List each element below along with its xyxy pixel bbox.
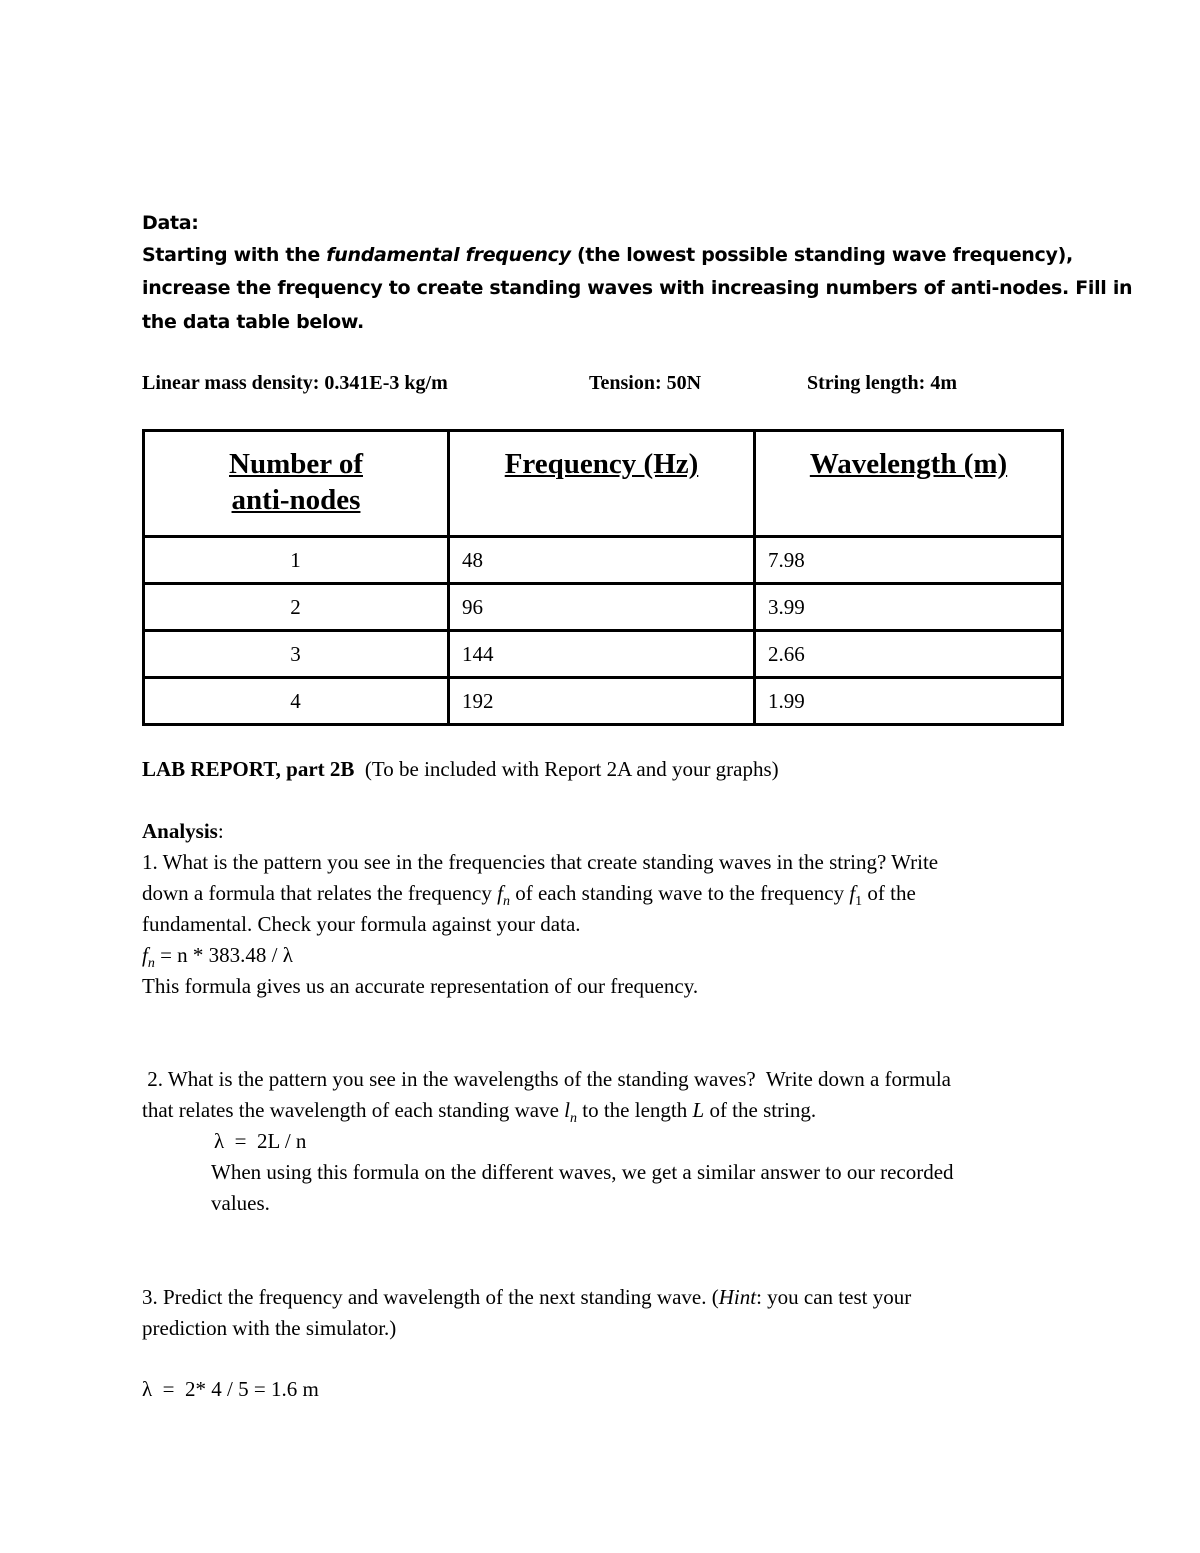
question-3-hint: Hint (718, 1285, 757, 1309)
question-1-line-2-a: down a formula that relates the frequency (142, 881, 498, 905)
lab-report-title: LAB REPORT, part 2B (142, 757, 355, 781)
cell-wavelength: 7.98 (755, 537, 1063, 584)
subscript-1: 1 (855, 894, 863, 910)
subscript-n: n (570, 1111, 578, 1127)
answer-1-formula-text: = n * 383.48 / λ (154, 943, 293, 967)
lab-report-heading (142, 757, 779, 782)
data-table (142, 429, 1064, 726)
analysis-heading-text: Analysis (142, 819, 218, 843)
question-3-line-1 (142, 1285, 911, 1310)
question-2-line-2 (142, 1098, 816, 1127)
lab-report-note: (To be included with Report 2A and your graphs) (364, 757, 779, 781)
analysis-heading (142, 819, 224, 844)
answer-2-comment-line-2: values. (211, 1191, 270, 1215)
subscript-n: n (147, 956, 155, 972)
header-anti-nodes-line-2: anti-nodes (231, 484, 361, 516)
question-3-line-1-a: 3. Predict the frequency and wavelength of the next standing wave. ( (142, 1285, 719, 1309)
question-3-line-2: prediction with the simulator.) (142, 1316, 397, 1340)
cell-frequency: 96 (449, 584, 755, 631)
intro-line-2: increase the frequency to create standing waves with increasing numbers of anti-nodes. Fill in (142, 277, 1133, 299)
answer-2-formula: λ = 2L / n (214, 1129, 307, 1153)
question-1-line-2-b: of each standing wave to the frequency (509, 881, 850, 905)
header-anti-nodes-line-1: Number of (229, 448, 363, 480)
cell-anti-nodes: 2 (144, 584, 449, 631)
cell-frequency: 48 (449, 537, 755, 584)
question-3-line-1-b: : you can test your (756, 1285, 912, 1309)
table-row (144, 584, 1063, 631)
cell-wavelength: 3.99 (755, 584, 1063, 631)
question-2-line-2-b: to the length (577, 1098, 693, 1122)
symbol-f: f (142, 943, 148, 967)
question-1-line-1: 1. What is the pattern you see in the frequencies that create standing waves in the string? Write (142, 850, 939, 874)
linear-mass-density: Linear mass density: 0.341E-3 kg/m (142, 372, 448, 394)
intro-line-1 (142, 244, 1073, 266)
question-2-line-2-a: that relates the wavelength of each standing wave (142, 1098, 565, 1122)
header-anti-nodes (144, 431, 449, 537)
cell-frequency: 144 (449, 631, 755, 678)
question-2-line-1: 2. What is the pattern you see in the wavelengths of the standing waves? Write down a formula (142, 1067, 951, 1091)
symbol-f: f (849, 881, 856, 905)
table-header-row (144, 431, 1063, 537)
cell-wavelength: 2.66 (755, 631, 1063, 678)
intro-line-1-emphasis: fundamental frequency (326, 244, 571, 266)
symbol-l: l (564, 1098, 571, 1122)
intro-line-3: the data table below. (142, 311, 364, 333)
question-1-line-2 (142, 881, 916, 910)
cell-anti-nodes: 4 (144, 678, 449, 725)
intro-line-1-b: (the lowest possible standing wave frequency), (570, 244, 1073, 266)
question-1-line-3: fundamental. Check your formula against your data. (142, 912, 581, 936)
symbol-L: L (692, 1098, 705, 1122)
answer-1-comment: This formula gives us an accurate representation of our frequency. (142, 974, 699, 998)
subscript-n: n (502, 894, 510, 910)
cell-anti-nodes: 1 (144, 537, 449, 584)
analysis-heading-colon: : (217, 819, 224, 843)
table-row (144, 678, 1063, 725)
answer-1-formula (142, 943, 293, 972)
table-row (144, 631, 1063, 678)
answer-3-formula: λ = 2* 4 / 5 = 1.6 m (142, 1377, 319, 1401)
string-length: String length: 4m (807, 372, 957, 394)
header-wavelength: Wavelength (m) (755, 431, 1063, 537)
question-2-line-2-c: of the string. (704, 1098, 817, 1122)
header-frequency: Frequency (Hz) (449, 431, 755, 537)
cell-anti-nodes: 3 (144, 631, 449, 678)
data-heading: Data: (142, 212, 199, 234)
answer-2-comment-line-1: When using this formula on the different waves, we get a similar answer to our recorded (211, 1160, 954, 1184)
table-row (144, 537, 1063, 584)
intro-line-1-a: Starting with the (142, 244, 327, 266)
question-1-line-2-c: of the (862, 881, 916, 905)
cell-wavelength: 1.99 (755, 678, 1063, 725)
symbol-f: f (497, 881, 503, 905)
tension: Tension: 50N (589, 372, 702, 394)
cell-frequency: 192 (449, 678, 755, 725)
